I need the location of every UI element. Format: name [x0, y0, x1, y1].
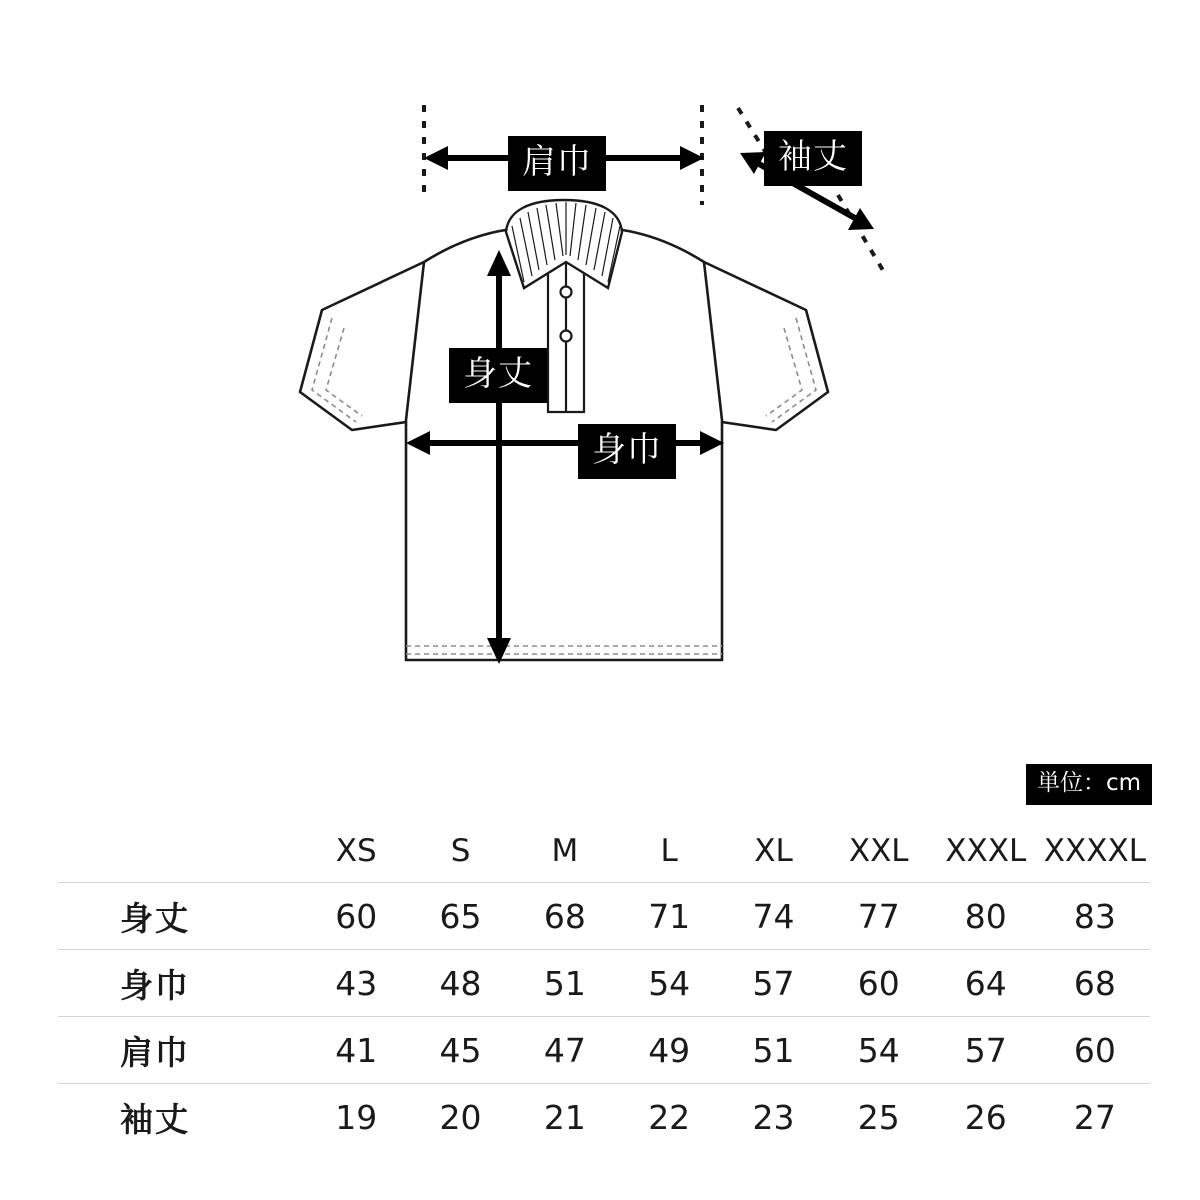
table-row: [58, 1084, 1150, 1151]
table-cell: 68: [1073, 963, 1116, 1003]
table-cell: 27: [1073, 1097, 1116, 1137]
table-cell: 57: [752, 963, 795, 1003]
table-cell: 41: [335, 1030, 378, 1070]
table-row-header: 身巾: [120, 965, 190, 1005]
table-cell: 60: [857, 963, 900, 1003]
table-header-row: [58, 820, 1150, 883]
label-shoulder-width: 肩巾: [508, 136, 606, 191]
table-corner-cell: [58, 820, 304, 883]
table-row-header: 肩巾: [120, 1032, 190, 1072]
table-row: [58, 883, 1150, 950]
table-cell: 20: [439, 1097, 482, 1137]
table-cell: 71: [648, 896, 691, 936]
table-cell: 80: [964, 896, 1007, 936]
table-cell: 57: [964, 1030, 1007, 1070]
table-row-header: 袖丈: [120, 1099, 190, 1139]
table-cell: 47: [543, 1030, 586, 1070]
table-cell: 49: [648, 1030, 691, 1070]
table-cell: 77: [857, 896, 900, 936]
table-row: [58, 950, 1150, 1017]
table-col-header: XXXL: [932, 820, 1040, 883]
table-cell: 65: [439, 896, 482, 936]
table-cell: 74: [752, 896, 795, 936]
table-header: [58, 820, 1150, 883]
table-cell: 51: [543, 963, 586, 1003]
table-cell: 54: [648, 963, 691, 1003]
table-body: [58, 883, 1150, 1151]
table-cell: 21: [543, 1097, 586, 1137]
table-col-header: L: [617, 820, 721, 883]
table-cell: 45: [439, 1030, 482, 1070]
table-col-header: S: [408, 820, 512, 883]
table-cell: 51: [752, 1030, 795, 1070]
table-cell: 25: [857, 1097, 900, 1137]
table-cell: 54: [857, 1030, 900, 1070]
size-table: [58, 820, 1150, 1150]
table-col-header: XXL: [826, 820, 932, 883]
table-cell: 23: [752, 1097, 795, 1137]
table-col-header: XL: [721, 820, 825, 883]
table-cell: 60: [1073, 1030, 1116, 1070]
table-col-header: XS: [304, 820, 408, 883]
table-row: [58, 1017, 1150, 1084]
table-cell: 64: [964, 963, 1007, 1003]
table-cell: 26: [964, 1097, 1007, 1137]
table-cell: 60: [335, 896, 378, 936]
table-col-header: XXXXL: [1040, 820, 1150, 883]
table-cell: 43: [335, 963, 378, 1003]
label-sleeve-length: 袖丈: [764, 131, 862, 186]
table-row-header: 身丈: [120, 898, 190, 938]
table-cell: 22: [648, 1097, 691, 1137]
label-body-width: 身巾: [578, 424, 676, 479]
table-cell: 19: [335, 1097, 378, 1137]
table-col-header: M: [513, 820, 617, 883]
table-cell: 48: [439, 963, 482, 1003]
table-cell: 68: [543, 896, 586, 936]
label-body-length: 身丈: [449, 348, 547, 403]
table-cell: 83: [1073, 896, 1116, 936]
unit-badge: 単位：cm: [1026, 764, 1152, 805]
